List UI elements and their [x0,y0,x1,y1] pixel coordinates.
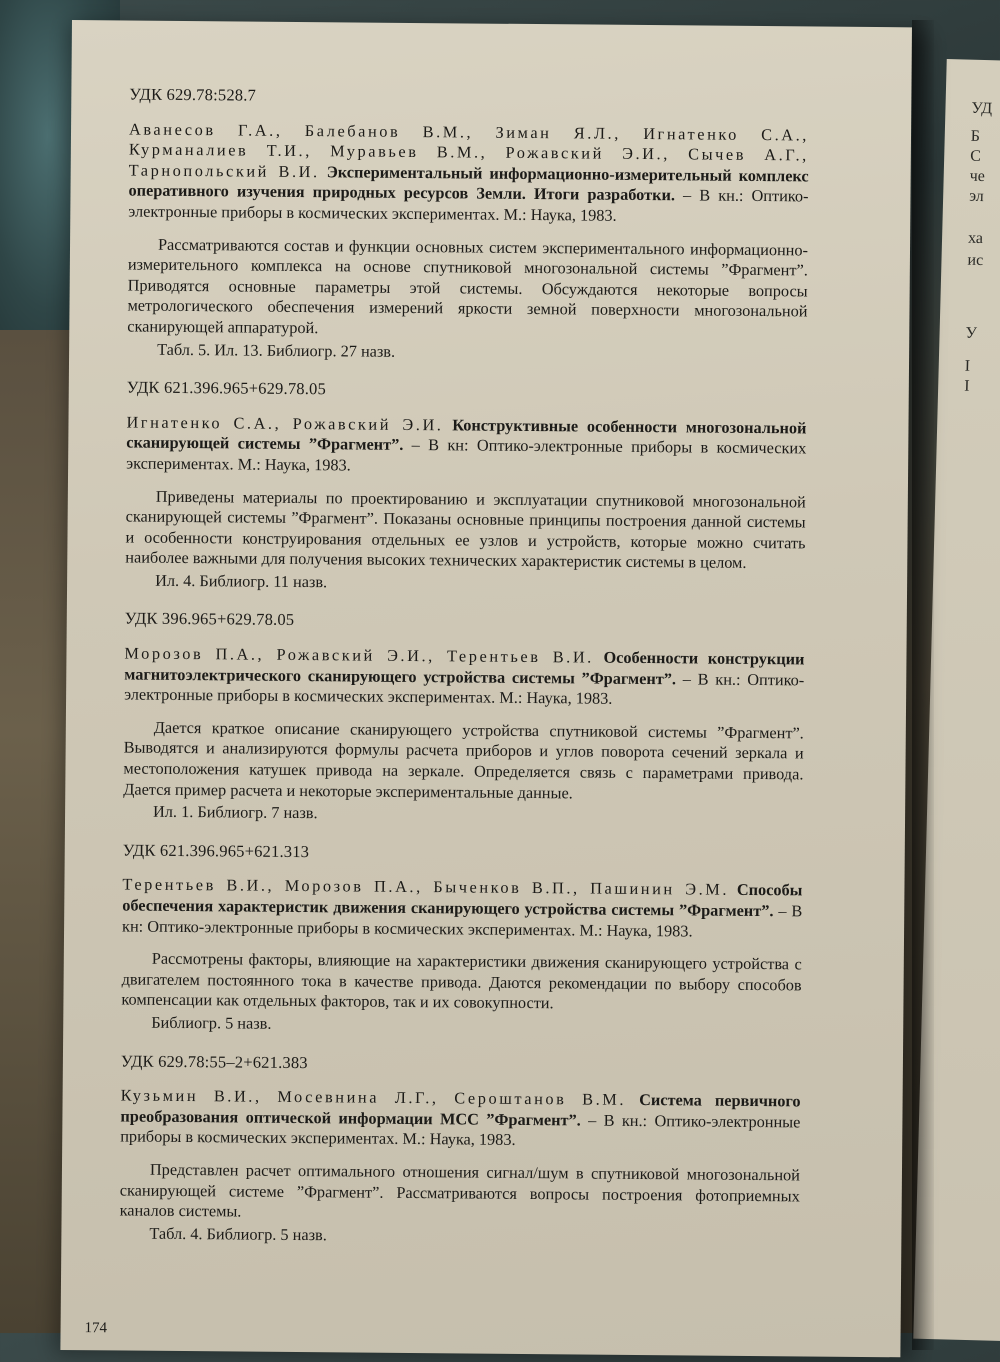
udk-code: УДК 396.965+629.78.05 [124,608,295,630]
udk-code: УДК 621.396.965+629.78.05 [126,377,327,399]
bibliography-entry [121,840,803,1039]
entry-heading [128,119,809,228]
next-page-fragment: ис [967,251,984,270]
entry-authors: Игнатенко С.А., Рожавский Э.И. [126,412,444,434]
next-page-fragment: I [963,377,970,395]
entry-abstract: Рассмотрены факторы, влияющие на характеристики движения сканирующего устройства с двигателем постоянного тока в качестве привода. Даются рекомендации по выбору способов компенсации как отдельных факторов, так и их совокупности. [121,948,802,1013]
entry-title: Система первичного преобразования оптической информации МСС ”Фрагмент”. [120,1090,801,1130]
next-page-fragment: УД [971,99,993,118]
entry-authors: Морозов П.А., Рожавский Э.И., Терентьев В.И. [124,643,594,667]
entry-abstract: Рассматриваются состав и функции основных систем экспериментального информационно-измерительного комплекса на основе спутниковой многозональной системы ”Фрагмент”. Приводятся основные параметры этой системы. Обсуждаются некоторые вопросы метрологического обеспечения измерений яркости земной поверхности многозональной сканирующей аппаратурой. [127,234,809,338]
entry-abstract: Дается краткое описание сканирующего устройства спутниковой системы ”Фрагмент”. Выводятся и анализируются формулы расчета приборов и углов поворота сечений зеркала и местоположения катушек привода на зеркале. Определяется связь с параметрами привода. Дается пример расчета и некоторые экспериментальные данные. [123,717,804,803]
bibliography-entry [123,609,805,828]
entry-illustrations: Ил. 1. Библиогр. 7 назв. [153,801,318,823]
udk-code: УДК 629.78:528.7 [129,84,257,105]
page-content [119,85,809,1268]
next-page-fragment: I [964,357,971,375]
entry-title: Экспериментальный информационно-измерительный комплекс оперативного изучения природных ресурсов Земли. Итоги разработки. [128,162,809,205]
entry-authors: Аванесов Г.А., Балебанов В.М., Зиман Я.Л., Игнатенко С.А., Курманалиев Т.И., Муравьев В.М., Рожавский Э.И., Сычев А.Г., Тарнопольский В.И. [128,119,810,181]
book-gutter [912,20,934,1350]
entry-source: – В кн.: Оптико-электронные приборы в космических экспериментах. М.: Наука, 1983. [128,185,809,225]
bibliography-entry [125,378,807,597]
next-page-fragment: ха [967,229,984,248]
next-page-fragment: че [969,167,986,186]
entry-source: – В кн: Оптико-электронные приборы в космических экспериментах. М.: Наука, 1983. [122,901,803,941]
entry-heading [122,875,803,943]
entry-illustrations: Библиогр. 5 назв. [151,1012,272,1033]
entry-title: Конструктивные особенности многозональной сканирующей системы ”Фрагмент”. [126,415,807,455]
entry-heading [126,412,807,480]
entry-illustrations: Табл. 4. Библиогр. 5 назв. [149,1223,327,1244]
next-page-fragment: С [970,147,982,165]
page-number: 174 [84,1320,108,1337]
entry-illustrations: Ил. 4. Библиогр. 11 назв. [155,570,328,592]
entry-title: Способы обеспечения характеристик движения сканирующего устройства системы ”Фрагмент”. [122,880,803,921]
entry-authors: Терентьев В.И., Морозов П.А., Быченков В.П., Пашинин Э.М. [122,874,730,900]
entry-authors: Кузьмин В.И., Мосевнина Л.Г., Сероштанов В.М. [120,1085,627,1110]
next-page-fragment: У [965,324,978,342]
udk-code: УДК 621.396.965+621.313 [122,840,310,861]
next-page-fragment: Б [970,127,981,145]
entry-heading [120,1086,801,1154]
udk-code: УДК 629.78:55–2+621.383 [120,1051,308,1072]
next-page-fragment: эл [968,187,984,206]
entry-source: – В кн.: Оптико-электронные приборы в космических экспериментах. М.: Наука, 1983. [124,669,805,708]
entry-title: Особенности конструкции магнитоэлектрического сканирующего устройства системы ”Фрагмент”. [124,647,805,688]
entry-source: – В кн: Оптико-электронные приборы в космических экспериментах. М.: Наука, 1983. [126,435,807,475]
bibliography-entry [127,85,809,366]
book-page [60,20,912,1357]
entry-source: – В кн.: Оптико-электронные приборы в космических экспериментах. М.: Наука, 1983. [120,1110,801,1150]
entry-abstract: Представлен расчет оптимального отношения сигнал/шум в спутниковой многозональной сканирующей системе ”Фрагмент”. Рассматриваются вопросы построения фотоприемных каналов системы. [119,1159,801,1221]
bibliography-entry [119,1051,801,1250]
entry-illustrations: Табл. 5. Ил. 13. Библиогр. 27 назв. [157,339,396,361]
entry-heading [124,644,805,712]
entry-abstract: Приведены материалы по проектированию и эксплуатации спутниковой многозональной сканирующей системы ”Фрагмент”. Показаны основные принципы построения данной системы и особенности конструирования отдельных ее узлов и устройств, которые можно считать наиболее важными для получения высоких технических характеристик системы в целом. [125,486,806,573]
